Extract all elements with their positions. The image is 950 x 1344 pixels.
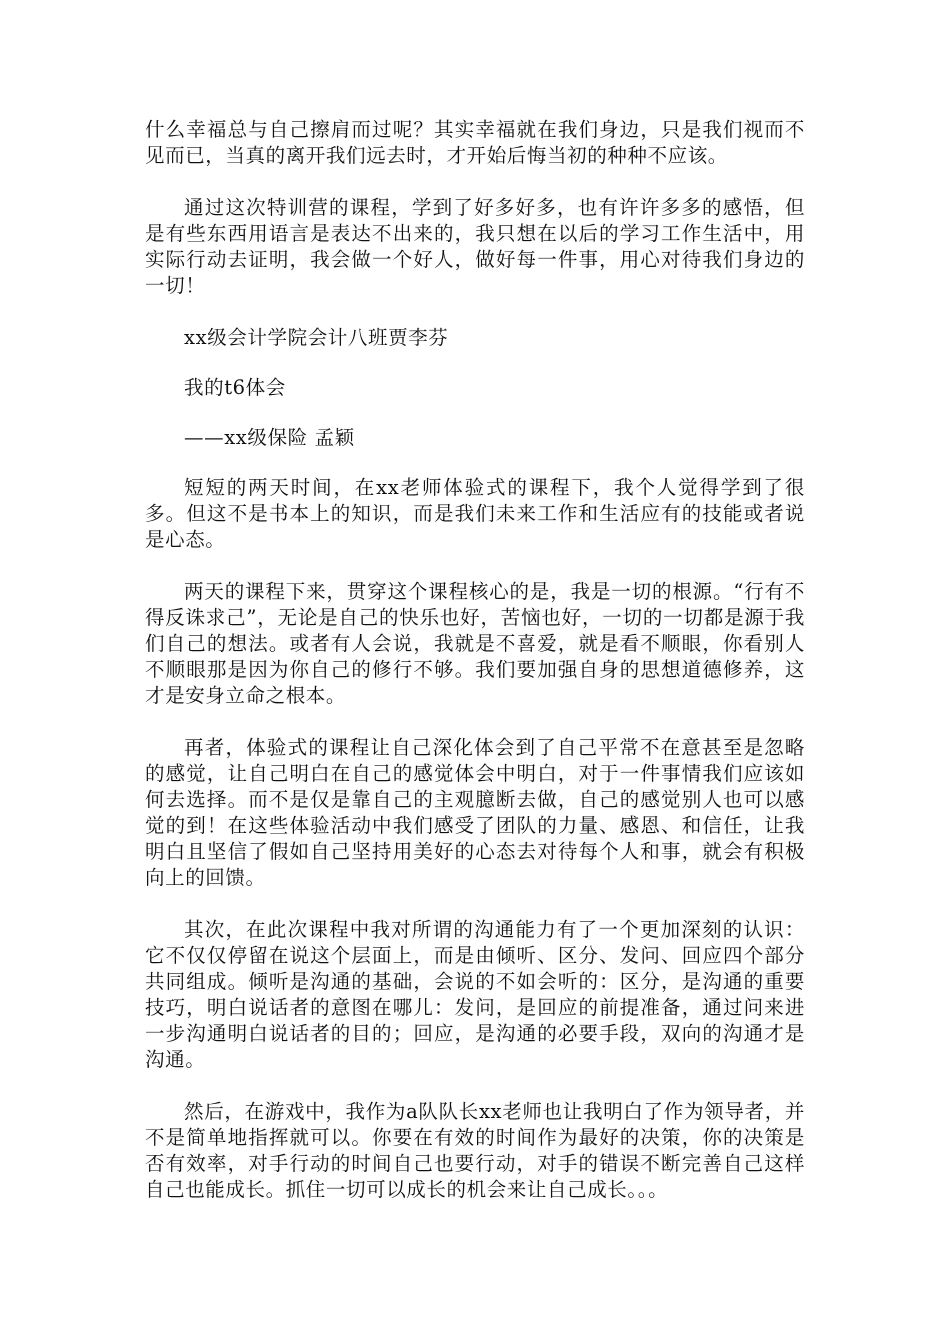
- paragraph-leadership: 然后，在游戏中，我作为a队队长xx老师也让我明白了作为领导者，并不是简单地指挥就可以。你要在有效的时间作为最好的决策，你的决策是否有效率，对手行动的时间自己也要行动，对手的错误不断完善自己这样自己也能成长。抓住一切可以成长的机会来让自己成长。。。: [145, 1100, 805, 1201]
- essay-title: 我的t6体会: [184, 376, 286, 399]
- author-signature-1: xx级会计学院会计八班贾李芬: [184, 326, 449, 349]
- paragraph-core-idea: 两天的课程下来，贯穿这个课程核心的是，我是一切的根源。“行有不得反诛求己”，无论是自己的快乐也好，苦恼也好，一切的一切都是源于我们自己的想法。或者有人会说，我就是不喜爱，就是看不顺眼，你看别人不顺眼那是因为你自己的修行不够。我们要加强自身的思想道德修养，这才是安身立命之根本。: [145, 580, 805, 707]
- paragraph-experience: 再者，体验式的课程让自己深化体会到了自己平常不在意甚至是忽略的感觉，让自己明白在自己的感觉体会中明白，对于一件事情我们应该如何去选择。而不是仅是靠自己的主观臆断去做，自己的感觉别人也可以感觉的到！在这些体验活动中我们感受了团队的力量、感恩、和信任，让我明白且坚信了假如自己坚持用美好的心态去对待每个人和事，就会有积极向上的回馈。: [145, 736, 805, 889]
- document-body: [145, 117, 805, 1229]
- paragraph-course-reflection: 通过这次特训营的课程，学到了好多好多，也有许许多多的感悟，但是有些东西用语言是表达不出来的，我只想在以后的学习工作生活中，用实际行动去证明，我会做一个好人，做好每一件事，用心对待我们身边的一切！: [145, 196, 805, 297]
- paragraph-continuation: 什么幸福总与自己擦肩而过呢？其实幸福就在我们身边，只是我们视而不见而已，当真的离开我们远去时，才开始后悔当初的种种不应该。: [145, 118, 805, 167]
- paragraph-intro: 短短的两天时间，在xx老师体验式的课程下，我个人觉得学到了很多。但这不是书本上的知识，而是我们未来工作和生活应有的技能或者说是心态。: [145, 476, 805, 551]
- paragraph-communication: 其次，在此次课程中我对所谓的沟通能力有了一个更加深刻的认识：它不仅仅停留在说这个层面上，而是由倾听、区分、发问、回应四个部分共同组成。倾听是沟通的基础，会说的不如会听的：区分，是沟通的重要技巧，明白说话者的意图在哪儿：发问，是回应的前提准备，通过问来进一步沟通明白说话者的目的；回应，是沟通的必要手段，双向的沟通才是沟通。: [145, 918, 805, 1071]
- author-byline-2: ——xx级保险 孟颖: [184, 426, 355, 449]
